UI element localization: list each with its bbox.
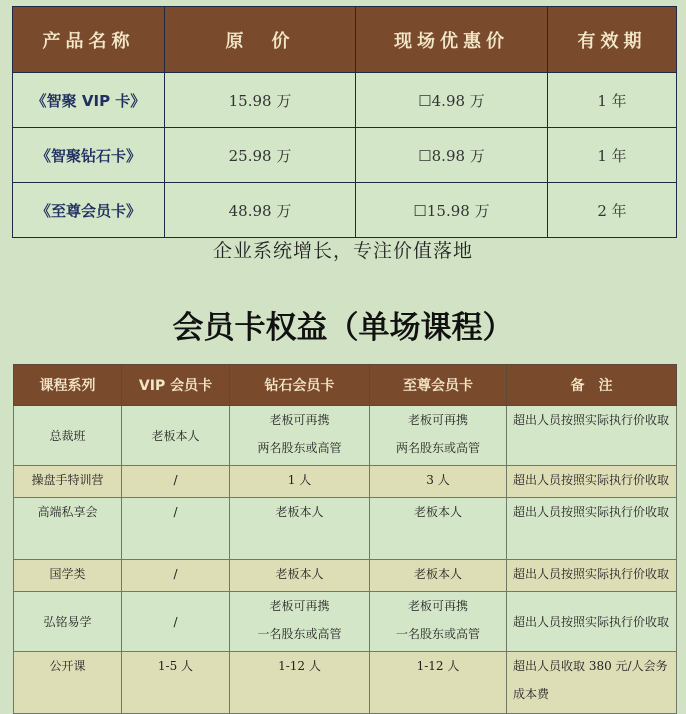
discount-price: ☐4.98 万 [356, 73, 548, 128]
header-product-name: 产品名称 [13, 7, 165, 73]
validity: 2 年 [548, 183, 677, 238]
original-price: 25.98 万 [165, 128, 356, 183]
vip-benefit [122, 592, 230, 652]
header-validity: 有效期 [548, 7, 677, 73]
course-name: 高端私享会 [14, 498, 122, 560]
vip-benefit: / [122, 466, 230, 498]
diamond-line: 老板可再携 [269, 599, 330, 613]
diamond-benefit [230, 592, 370, 652]
slogan: 企业系统增长，专注价值落地 [212, 240, 473, 262]
product-name: 《智聚钻石卡》 [13, 128, 165, 183]
validity: 1 年 [548, 128, 677, 183]
benefit-row [14, 592, 677, 652]
diamond-benefit: 1 人 [230, 466, 370, 498]
diamond-line: 老板可再携 [269, 413, 330, 427]
vip-benefit: / [122, 498, 230, 560]
benefit-row [14, 466, 677, 498]
benefit-row [14, 560, 677, 592]
price-row [13, 128, 677, 183]
supreme-benefit: 老板本人 [370, 498, 507, 560]
course-label: 弘铭易学 [43, 614, 92, 629]
supreme-line: 老板可再携 [407, 413, 468, 427]
course-name [14, 592, 122, 652]
note: 超出人员按照实际执行价收取 [507, 498, 677, 560]
validity: 1 年 [548, 73, 677, 128]
note-label: 超出人员按照实际执行价收取 [513, 614, 670, 629]
course-name: 操盘手特训营 [14, 466, 122, 498]
header-vip: VIP 会员卡 [122, 365, 230, 406]
price-row [13, 73, 677, 128]
section-title: 会员卡权益（单场课程） [172, 310, 514, 346]
diamond-line: 一名股东或高管 [257, 627, 342, 641]
header-diamond: 钻石会员卡 [230, 365, 370, 406]
diamond-benefit: 老板本人 [230, 560, 370, 592]
benefit-row [14, 498, 677, 560]
product-name: 《智聚 VIP 卡》 [13, 73, 165, 128]
note: 超出人员收取 380 元/人会务成本费 [507, 652, 677, 714]
discount-price: ☐8.98 万 [356, 128, 548, 183]
supreme-line: 两名股东或高管 [395, 441, 480, 455]
benefit-row [14, 406, 677, 466]
header-supreme: 至尊会员卡 [370, 365, 507, 406]
vip-benefit: 1-5 人 [122, 652, 230, 714]
supreme-benefit: 3 人 [370, 466, 507, 498]
price-table [12, 6, 677, 238]
course-name [14, 406, 122, 466]
vip-benefit [122, 406, 230, 466]
course-name: 公开课 [14, 652, 122, 714]
note: 超出人员按照实际执行价收取 [507, 466, 677, 498]
benefit-table [13, 364, 677, 714]
diamond-benefit: 老板本人 [230, 498, 370, 560]
header-note: 备 注 [507, 365, 677, 406]
vip-label: 老板本人 [151, 428, 200, 443]
price-header-row [13, 7, 677, 73]
header-original-price: 原 价 [165, 7, 356, 73]
note: 超出人员按照实际执行价收取 [507, 406, 677, 466]
diamond-benefit [230, 406, 370, 466]
note [507, 592, 677, 652]
diamond-benefit: 1-12 人 [230, 652, 370, 714]
benefit-row [14, 652, 677, 714]
vip-label: / [173, 614, 178, 629]
original-price: 15.98 万 [165, 73, 356, 128]
header-course: 课程系列 [14, 365, 122, 406]
discount-price: ☐15.98 万 [356, 183, 548, 238]
supreme-benefit [370, 592, 507, 652]
product-name: 《至尊会员卡》 [13, 183, 165, 238]
benefit-header-row [14, 365, 677, 406]
vip-benefit: / [122, 560, 230, 592]
supreme-benefit [370, 406, 507, 466]
course-name: 国学类 [14, 560, 122, 592]
price-row [13, 183, 677, 238]
supreme-line: 老板可再携 [407, 599, 468, 613]
supreme-benefit: 1-12 人 [370, 652, 507, 714]
supreme-benefit: 老板本人 [370, 560, 507, 592]
original-price: 48.98 万 [165, 183, 356, 238]
course-label: 总裁班 [49, 428, 86, 443]
note: 超出人员按照实际执行价收取 [507, 560, 677, 592]
diamond-line: 两名股东或高管 [257, 441, 342, 455]
header-discount-price: 现场优惠价 [356, 7, 548, 73]
supreme-line: 一名股东或高管 [395, 627, 480, 641]
